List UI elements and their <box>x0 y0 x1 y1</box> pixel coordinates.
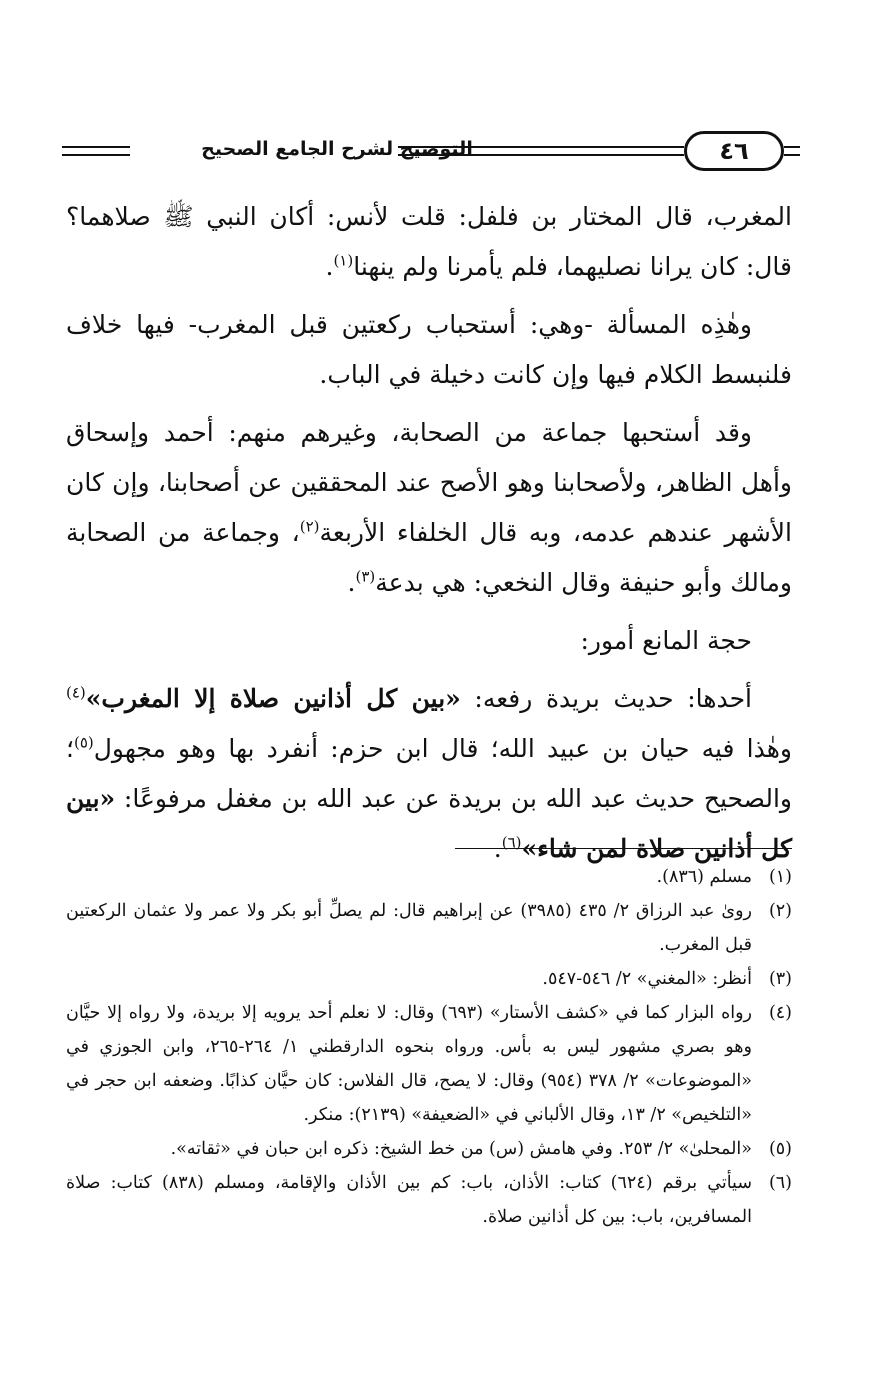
footnote-5 <box>66 1132 792 1166</box>
footnote-separator <box>455 848 792 849</box>
paragraph-2 <box>66 300 792 400</box>
header-rule-mid-bottom <box>398 154 684 156</box>
header-rule-mid-top <box>398 146 684 148</box>
footnote-ref-5: (٥) <box>73 733 94 752</box>
text-run: وهٰذا فيه حيان بن عبيد الله؛ قال ابن حزم: أنفرد بها وهو مجهول <box>93 734 792 763</box>
header-rule-left-top <box>62 146 130 148</box>
text-run: ، وجماعة من الصحابة ومالك وأبو حنيفة وقال النخعي: هي بدعة <box>66 518 792 597</box>
footnote-number: (٦) <box>768 1173 792 1193</box>
footnote-number: (٥) <box>768 1139 792 1159</box>
hadith-quote: «بين كل أذانين صلاة لمن شاء» <box>66 784 792 863</box>
header-rule-right-top <box>784 146 800 148</box>
footnote-number: (١) <box>768 867 792 887</box>
text-run: ؛ والصحيح حديث عبد الله بن بريدة عن عبد الله بن مغفل مرفوعًا: <box>66 734 792 813</box>
footnotes <box>66 860 792 1234</box>
running-header <box>62 128 800 180</box>
text-run: . <box>493 834 502 863</box>
footnote-text: سيأتي برقم (٦٢٤) كتاب: الأذان، باب: كم بين الأذان والإقامة، ومسلم (٨٣٨) كتاب: صلاة المسافرين، باب: بين كل أذانين صلاة. <box>66 1173 752 1227</box>
text-run: . <box>347 568 356 597</box>
footnote-ref-4: (٤) <box>66 683 86 702</box>
footnote-text: روىٰ عبد الرزاق ٢/ ٤٣٥ (٣٩٨٥) عن إبراهيم قال: لم يصلِّ أبو بكر ولا عمر ولا عثمان الركعتين قبل المغرب. <box>66 901 753 955</box>
footnote-ref-6: (٦) <box>501 833 522 852</box>
paragraph-3 <box>66 408 792 608</box>
paragraph-5 <box>66 674 792 874</box>
text-run: أحدها: حديث بريدة رفعه: <box>460 684 752 713</box>
footnote-1 <box>66 860 792 894</box>
footnote-ref-3: (٣) <box>355 567 376 586</box>
text-run: المغرب، قال المختار بن فلفل: قلت لأنس: أكان النبي ﷺ صلاهما؟ قال: كان يرانا نصليهما، فلم يأمرنا ولم ينهنا <box>66 202 792 281</box>
footnote-6 <box>66 1166 792 1234</box>
text-run: حجة المانع أمور: <box>580 626 752 655</box>
footnote-number: (٣) <box>768 969 792 989</box>
page-number: ٤٦ <box>684 131 784 171</box>
header-rule-left-bottom <box>62 154 130 156</box>
footnote-4 <box>66 996 792 1132</box>
main-text <box>66 192 792 882</box>
footnote-ref-2: (٢) <box>299 517 320 536</box>
text-run: وهٰذِه المسألة -وهي: أستحباب ركعتين قبل المغرب- فيها خلاف فلنبسط الكلام فيها وإن كانت دخيلة في الباب. <box>66 310 792 389</box>
header-rule-right-bottom <box>784 154 800 156</box>
footnote-text: رواه البزار كما في «كشف الأستار» (٦٩٣) وقال: لا نعلم أحد يرويه إلا بريدة، ولا رواه إلا حيَّان وهو بصري مشهور ليس به بأس. ورواه بنحوه الدارقطني ١/ ٢٦٤-٢٦٥، وابن الجوزي في «الموضوعات» ٢/ ٣٧٨ (٩٥٤) وقال: لا يصح، قال الفلاس: كان حيَّان كذابًا. وضعفه ابن حجر في «التلخيص» ٢/ ١٣، وقال الألباني في «الضعيفة» (٢١٣٩): منكر. <box>66 1003 753 1125</box>
footnote-text: مسلم (٨٣٦). <box>656 867 752 887</box>
footnote-number: (٢) <box>768 901 792 921</box>
hadith-quote: «بين كل أذانين صلاة إلا المغرب» <box>85 684 461 713</box>
footnote-3 <box>66 962 792 996</box>
text-run: وقد أستحبها جماعة من الصحابة، وغيرهم منهم: أحمد وإسحاق وأهل الظاهر، ولأصحابنا وهو الأصح عند المحققين عن أصحابنا، وإن كان الأشهر عندهم عدمه، وبه قال الخلفاء الأربعة <box>66 418 792 547</box>
footnote-text: أنظر: «المغني» ٢/ ٥٤٦-٥٤٧. <box>542 969 752 989</box>
footnote-ref-1: (١) <box>333 251 354 270</box>
paragraph-4 <box>66 616 792 666</box>
book-title: التوضيح لشرح الجامع الصحيح <box>201 138 473 160</box>
footnote-2 <box>66 894 792 962</box>
footnote-number: (٤) <box>768 1003 792 1023</box>
paragraph-1 <box>66 192 792 292</box>
text-run: . <box>325 252 334 281</box>
footnote-text: «المحلىٰ» ٢/ ٢٥٣. وفي هامش (س) من خط الشيخ: ذكره ابن حبان في «ثقاته». <box>170 1139 752 1159</box>
